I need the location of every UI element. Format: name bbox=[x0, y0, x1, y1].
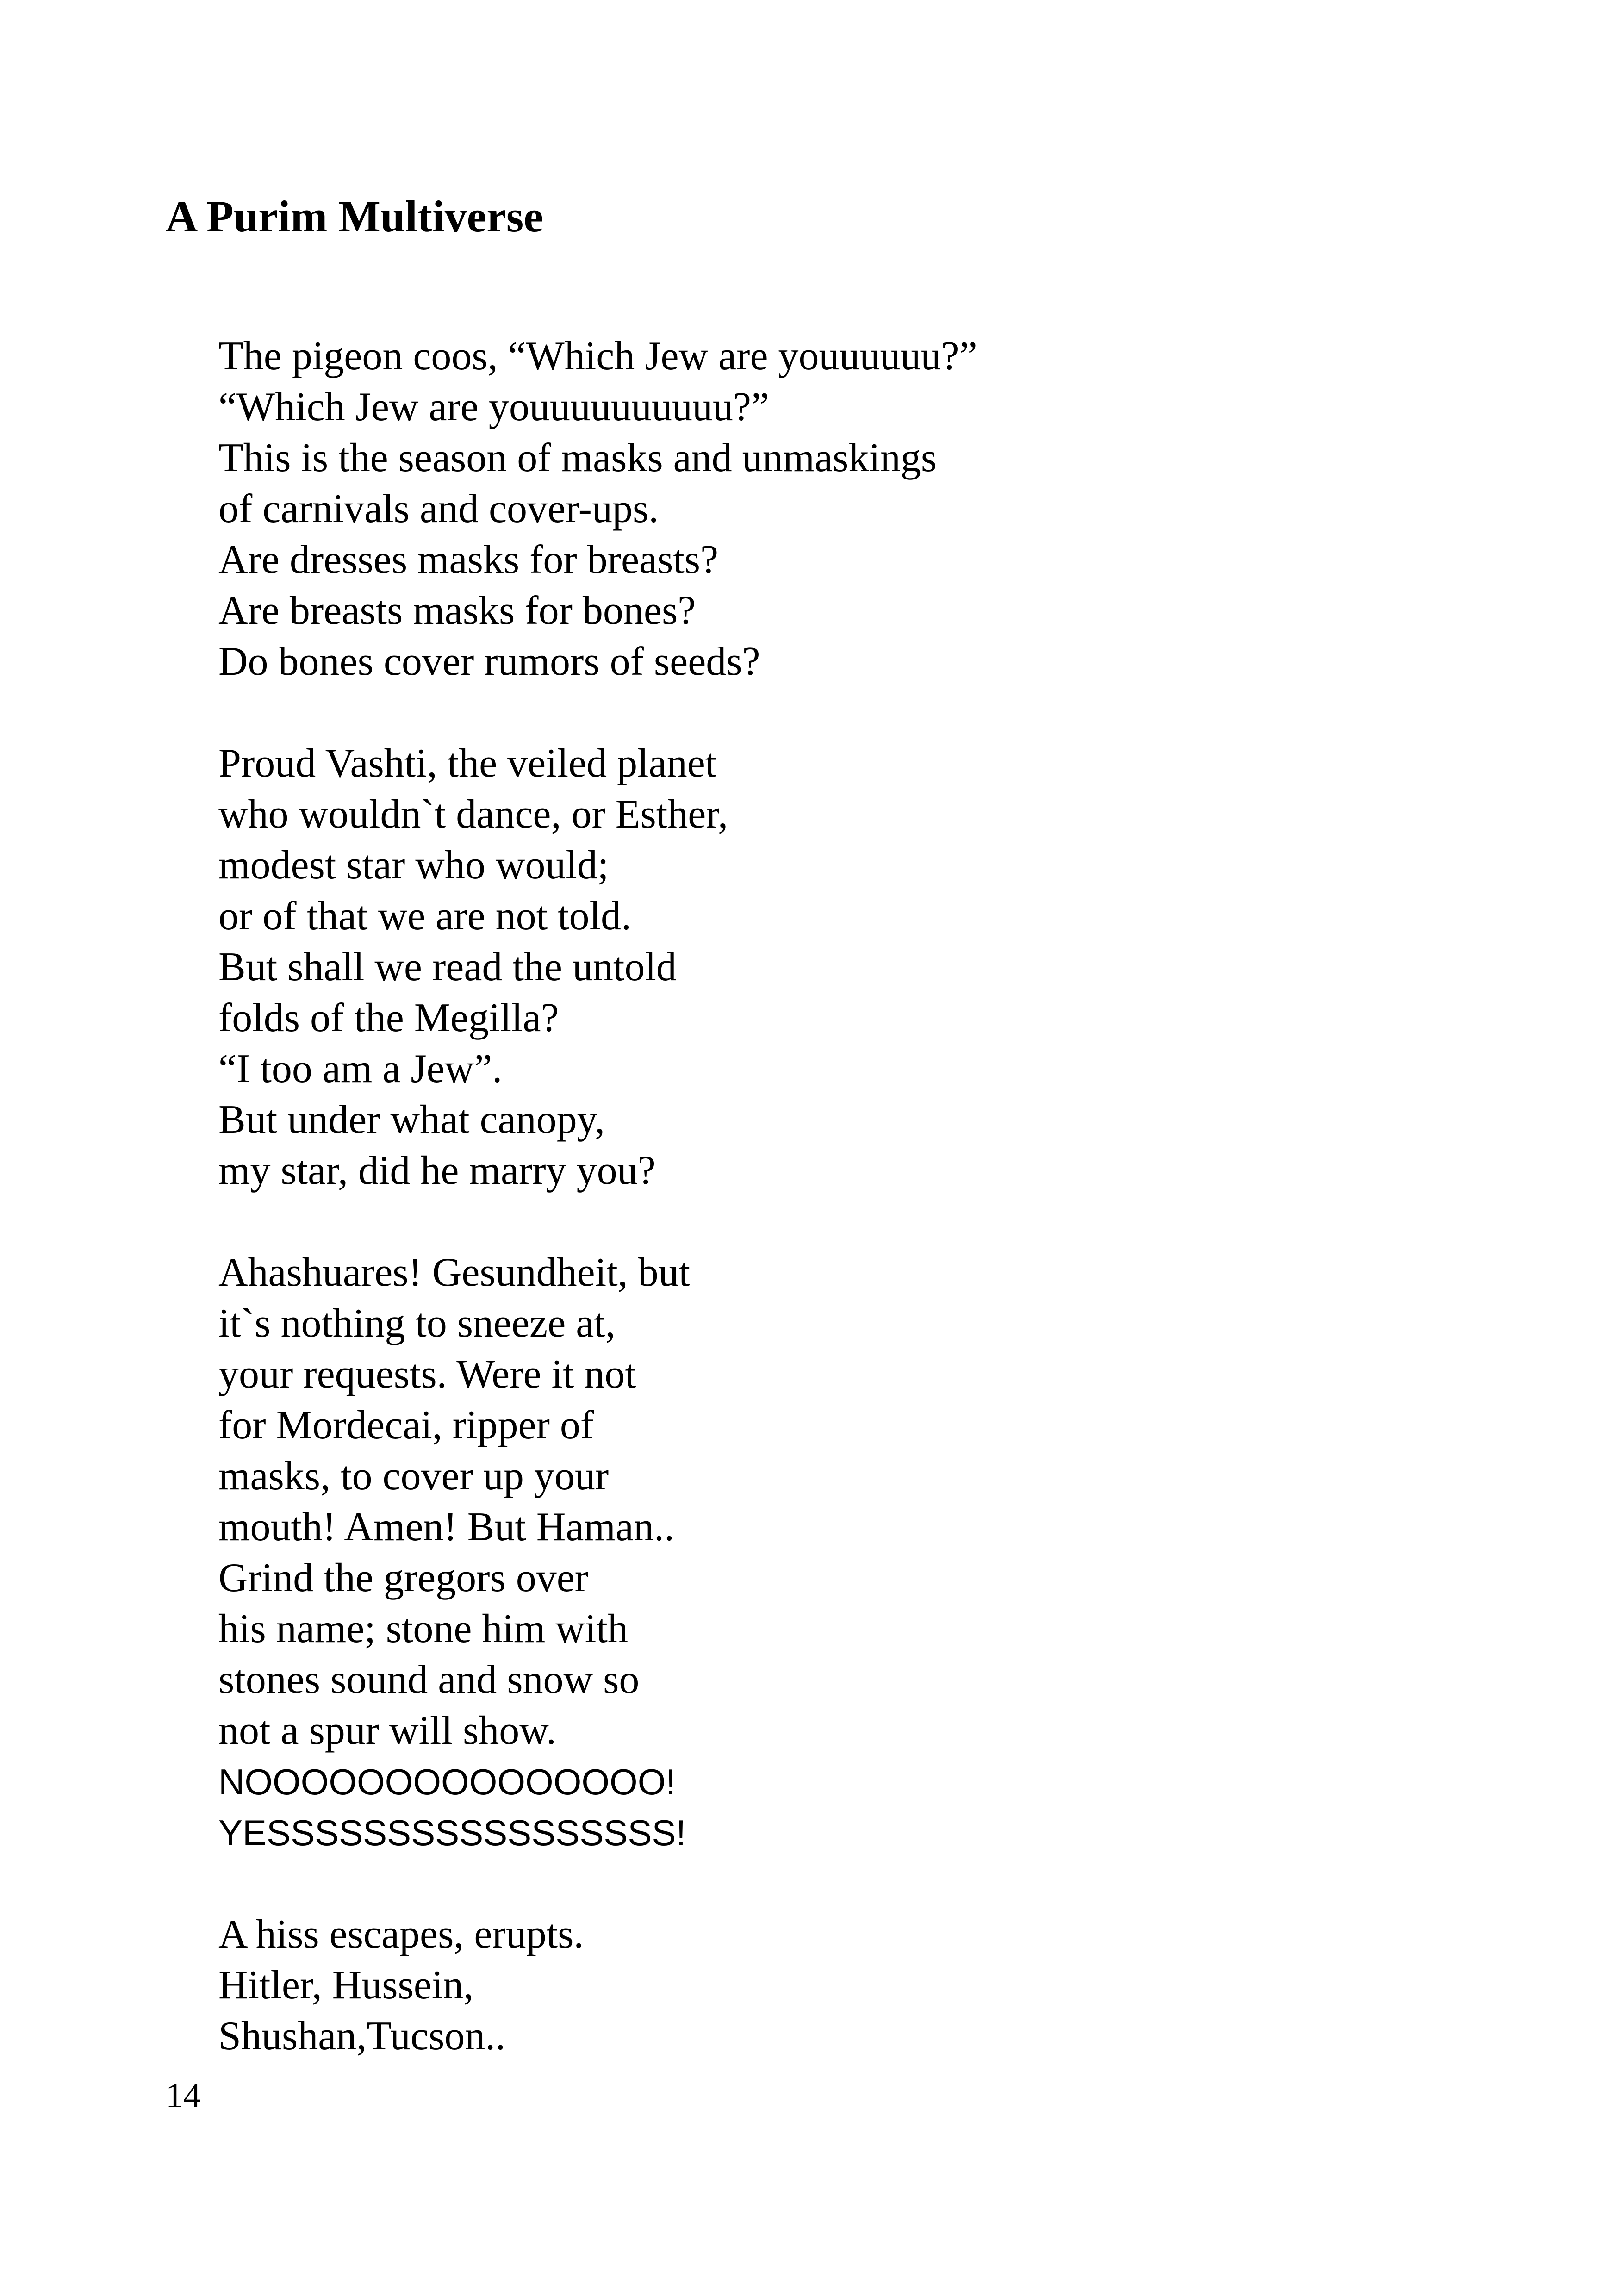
poem-line: “Which Jew are youuuuuuuuuu?” bbox=[218, 385, 770, 429]
poem-line: his name; stone him with bbox=[218, 1606, 628, 1651]
poem-line-shout: YESSSSSSSSSSSSSSSSS! bbox=[218, 1812, 686, 1853]
poem-line: Do bones cover rumors of seeds? bbox=[218, 639, 760, 684]
poem-body bbox=[218, 331, 1561, 2113]
poem-line: The pigeon coos, “Which Jew are youuuuuu?” bbox=[218, 334, 977, 379]
poem-line: of carnivals and cover-ups. bbox=[218, 486, 659, 531]
poem-line: it`s nothing to sneeze at, bbox=[218, 1301, 616, 1346]
poem-line: This is the season of masks and unmaskings bbox=[218, 436, 937, 480]
poem-line: But shall we read the untold bbox=[218, 945, 677, 989]
poem-line: Ahashuares! Gesundheit, but bbox=[218, 1250, 691, 1295]
poem-line: not a spur will show. bbox=[218, 1708, 557, 1753]
page-number: 14 bbox=[166, 2076, 201, 2115]
stanza-3 bbox=[218, 1247, 1561, 1858]
poem-line: who wouldn`t dance, or Esther, bbox=[218, 792, 728, 837]
poem-line: folds of the Megilla? bbox=[218, 996, 559, 1040]
poem-line: modest star who would; bbox=[218, 843, 609, 888]
poem-line: your requests. Were it not bbox=[218, 1352, 636, 1397]
stanza-1 bbox=[218, 331, 1561, 687]
poem-line: for Mordecai, ripper of bbox=[218, 1403, 594, 1448]
poem-line: Shushan,Tucson.. bbox=[218, 2014, 506, 2059]
poem-line: Grind the gregors over bbox=[218, 1556, 589, 1600]
poem-line: But under what canopy, bbox=[218, 1097, 605, 1142]
poem-line: or of that we are not told. bbox=[218, 894, 631, 939]
poem-line: Proud Vashti, the veiled planet bbox=[218, 741, 717, 786]
poem-line: Are dresses masks for breasts? bbox=[218, 537, 719, 582]
poem-line: “I too am a Jew”. bbox=[218, 1046, 503, 1091]
poem-title: A Purim Multiverse bbox=[166, 192, 543, 241]
poem-line: Are breasts masks for bones? bbox=[218, 588, 696, 633]
poem-line: masks, to cover up your bbox=[218, 1454, 609, 1499]
poem-line: stones sound and snow so bbox=[218, 1657, 640, 1702]
poem-line: Hitler, Hussein, bbox=[218, 1963, 474, 2008]
poem-line: A hiss escapes, erupts. bbox=[218, 1912, 584, 1957]
stanza-4 bbox=[218, 1909, 1561, 2062]
stanza-2 bbox=[218, 738, 1561, 1196]
poem-line-shout: NOOOOOOOOOOOOOOO! bbox=[218, 1761, 676, 1802]
poem-line: mouth! Amen! But Haman.. bbox=[218, 1505, 674, 1549]
poem-line: my star, did he marry you? bbox=[218, 1148, 656, 1193]
